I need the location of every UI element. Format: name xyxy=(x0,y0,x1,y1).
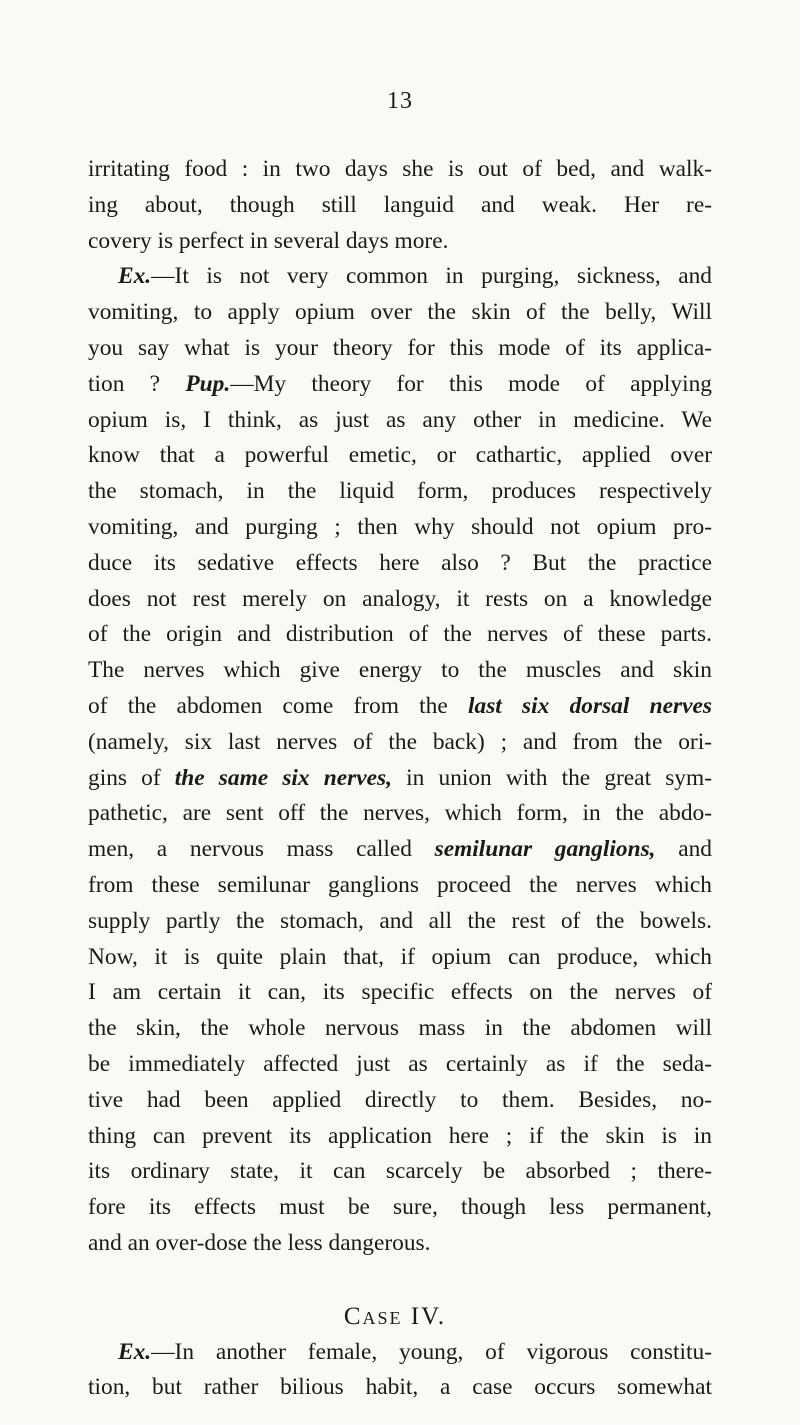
text-line: fore its effects must be sure, though less permanent, xyxy=(88,1194,712,1221)
text-line: from these semilunar ganglions proceed the nerves which xyxy=(88,871,712,898)
text-line: tion ? Pup.—My theory for this mode of applying xyxy=(88,370,712,397)
text-line: the stomach, in the liquid form, produces respectively xyxy=(88,478,712,505)
text-line: covery is perfect in several days more. xyxy=(88,227,449,254)
text-line: men, a nervous mass called semilunar ganglions, and xyxy=(88,836,713,863)
text-line: you say what is your theory for this mode of its applica- xyxy=(88,334,712,361)
text-line: vomiting, and purging ; then why should not opium pro- xyxy=(88,513,712,540)
text-line: tive had been applied directly to them. Besides, no- xyxy=(88,1086,712,1113)
text-line: know that a powerful emetic, or cathartic, applied over xyxy=(88,442,712,469)
text-line: of the abdomen come from the last six dorsal nerves xyxy=(88,692,712,719)
italic-phrase: last six dorsal nerves xyxy=(468,692,712,719)
text-line: I am certain it can, its specific effects on the nerves of xyxy=(88,979,712,1006)
text-line: be immediately affected just as certainly as if the seda- xyxy=(88,1050,712,1077)
text-line: Now, it is quite plain that, if opium can produce, which xyxy=(88,943,712,970)
pupil-label: Pup. xyxy=(185,370,231,397)
text-line: duce its sedative effects here also ? But the practice xyxy=(88,549,712,576)
text-line: its ordinary state, it can scarcely be absorbed ; there- xyxy=(88,1158,712,1185)
text-line: ing about, though still languid and weak. Her re- xyxy=(88,191,712,218)
text-line: and an over-dose the less dangerous. xyxy=(88,1229,431,1256)
examiner-label: Ex. xyxy=(118,1338,152,1365)
text-line: gins of the same six nerves, in union with the great sym- xyxy=(88,764,712,791)
text-line: opium is, I think, as just as any other in medicine. We xyxy=(88,406,712,433)
text-line: supply partly the stomach, and all the rest of the bowels. xyxy=(88,907,712,934)
section-heading: Case IV. xyxy=(343,1302,447,1330)
page-number: 13 xyxy=(387,88,413,114)
text-line: of the origin and distribution of the nerves of these parts. xyxy=(88,621,712,648)
text-line: Ex.—It is not very common in purging, sickness, and xyxy=(118,263,712,290)
text-line: irritating food : in two days she is out of bed, and walk- xyxy=(88,156,712,182)
text-line: (namely, six last nerves of the back) ; and from the ori- xyxy=(88,728,712,755)
text-line: pathetic, are sent off the nerves, which form, in the abdo- xyxy=(88,800,712,827)
italic-phrase: the same six nerves, xyxy=(174,764,392,791)
text-line: does not rest merely on analogy, it rests on a knowledge xyxy=(88,585,712,612)
examiner-label: Ex. xyxy=(118,263,152,290)
italic-phrase: semilunar ganglions, xyxy=(434,836,656,863)
text-line: Ex.—In another female, young, of vigorous constitu- xyxy=(118,1338,712,1365)
text-line: tion, but rather bilious habit, a case occurs somewhat xyxy=(88,1374,712,1401)
text-line: thing can prevent its application here ; if the skin is in xyxy=(88,1122,712,1149)
text-line: The nerves which give energy to the muscles and skin xyxy=(88,657,712,684)
body-text xyxy=(88,152,712,1406)
text-line: the skin, the whole nervous mass in the abdomen will xyxy=(88,1015,712,1042)
text-line: vomiting, to apply opium over the skin of the belly, Will xyxy=(88,299,712,326)
